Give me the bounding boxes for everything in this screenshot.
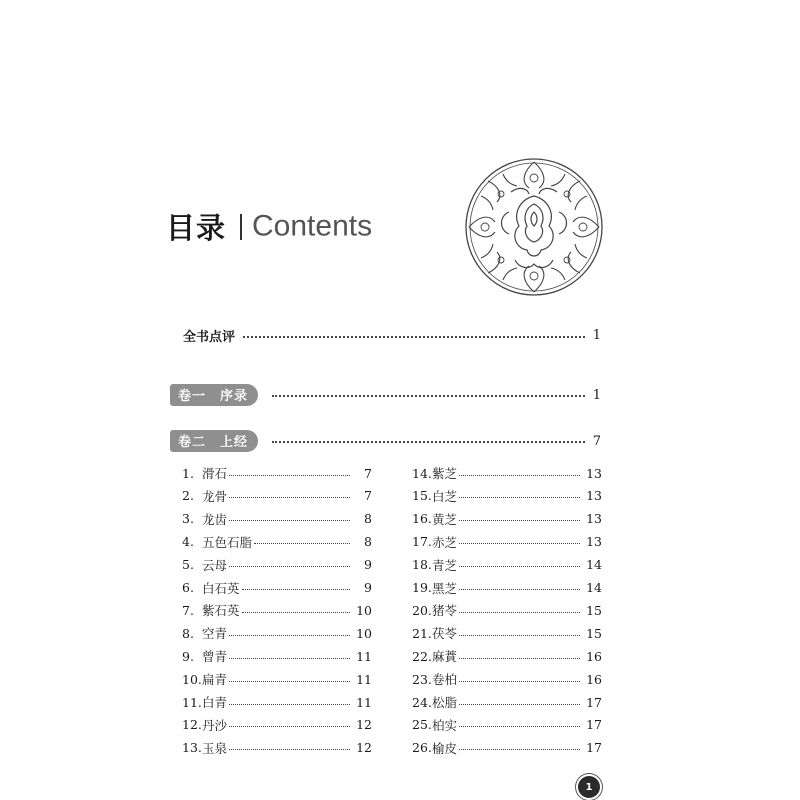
toc-entry[interactable]	[182, 508, 372, 530]
entry-name: 茯苓	[432, 626, 458, 642]
entry-number: 5.	[182, 557, 194, 573]
entry-number: 9.	[182, 648, 194, 664]
entry-name: 玉泉	[202, 740, 228, 756]
leader-dots	[254, 543, 350, 544]
leader-dots	[272, 441, 585, 443]
leader-dots	[459, 704, 580, 705]
leader-dots	[229, 475, 350, 476]
leader-dots	[459, 635, 580, 636]
entry-number: 14.	[412, 465, 432, 481]
entry-number: 16.	[412, 511, 432, 527]
toc-entry[interactable]	[182, 462, 372, 484]
entry-page: 17	[586, 717, 602, 733]
toc-entry[interactable]	[182, 599, 372, 621]
entry-page: 15	[586, 625, 602, 641]
toc-entry[interactable]	[182, 691, 372, 713]
entry-page: 13	[586, 534, 602, 550]
toc-volume-2[interactable]	[170, 430, 601, 452]
entry-page: 12	[356, 740, 372, 756]
entry-number: 19.	[412, 580, 432, 595]
toc-entry[interactable]	[182, 622, 372, 644]
entry-name: 丹沙	[202, 717, 228, 733]
leader-dots	[242, 612, 350, 613]
entry-name: 龙齿	[202, 511, 228, 527]
entry-name: 紫芝	[432, 466, 458, 481]
entry-name: 曾青	[202, 649, 228, 665]
leader-dots	[229, 566, 350, 567]
entry-page: 14	[586, 557, 602, 573]
page-title	[166, 206, 372, 250]
toc-volume-2-page: 7	[592, 433, 601, 449]
entry-name: 五色石脂	[202, 534, 253, 550]
entry-number: 3.	[182, 511, 194, 527]
entry-number: 12.	[182, 717, 202, 733]
toc-entry[interactable]	[412, 622, 602, 644]
entry-name: 赤芝	[432, 534, 458, 550]
leader-dots	[459, 612, 580, 613]
entry-page: 8	[364, 511, 372, 527]
leader-dots	[459, 589, 580, 590]
toc-entry[interactable]	[182, 485, 372, 507]
leader-dots	[272, 395, 585, 397]
leader-dots	[459, 543, 580, 544]
entry-page: 15	[586, 602, 602, 618]
title-chinese: 目录	[166, 211, 227, 245]
entry-number: 15.	[412, 488, 432, 504]
entry-name: 空青	[202, 626, 228, 642]
leader-dots	[243, 336, 585, 338]
entry-name: 白芝	[432, 488, 458, 504]
leader-dots	[229, 520, 350, 521]
leader-dots	[459, 566, 580, 567]
toc-entry[interactable]	[412, 485, 602, 507]
title-english: Contents	[252, 209, 373, 243]
volume-prefix: 卷一	[178, 389, 207, 404]
entry-number: 2.	[182, 488, 194, 504]
entry-page: 16	[586, 648, 602, 664]
entry-number: 13.	[182, 740, 202, 756]
entry-name: 青芝	[432, 557, 458, 573]
toc-overview[interactable]	[183, 326, 601, 345]
leader-dots	[459, 658, 580, 659]
floral-medallion-icon	[463, 156, 605, 298]
leader-dots	[229, 704, 350, 705]
entry-page: 14	[586, 580, 602, 595]
leader-dots	[459, 475, 580, 476]
entry-number: 17.	[412, 534, 432, 550]
toc-entry[interactable]	[412, 645, 602, 667]
toc-entry[interactable]	[182, 554, 372, 576]
toc-entry[interactable]	[182, 531, 372, 553]
entry-number: 18.	[412, 557, 432, 573]
entry-name: 扁青	[202, 672, 228, 688]
toc-entry[interactable]	[182, 668, 372, 690]
entry-name: 云母	[202, 557, 228, 573]
entry-page: 10	[356, 602, 372, 618]
entry-number: 8.	[182, 625, 194, 641]
entry-name: 黑芝	[432, 580, 458, 596]
leader-dots	[229, 681, 350, 682]
toc-entry[interactable]	[182, 577, 372, 599]
toc-volume-1[interactable]	[170, 384, 601, 406]
toc-entry[interactable]	[412, 508, 602, 530]
entry-page: 9	[364, 580, 372, 595]
entry-name: 柏实	[432, 717, 458, 733]
toc-entry[interactable]	[182, 714, 372, 736]
leader-dots	[229, 726, 350, 727]
entry-name: 滑石	[202, 466, 228, 481]
entry-number: 4.	[182, 534, 194, 550]
entry-page: 17	[586, 694, 602, 710]
toc-entry[interactable]	[412, 577, 602, 599]
entry-name: 松脂	[432, 695, 458, 710]
entry-page: 8	[364, 534, 372, 550]
toc-volume-1-page: 1	[592, 387, 601, 403]
entry-number: 25.	[412, 717, 432, 733]
toc-overview-label: 全书点评	[183, 330, 236, 345]
leader-dots	[459, 520, 580, 521]
leader-dots	[459, 497, 580, 498]
entry-page: 11	[356, 671, 372, 687]
entry-number: 26.	[412, 740, 432, 756]
volume-badge	[170, 384, 258, 406]
leader-dots	[242, 589, 350, 590]
entry-number: 20.	[412, 602, 432, 618]
toc-entry[interactable]	[412, 531, 602, 553]
toc-overview-page: 1	[592, 328, 601, 343]
toc-entry[interactable]	[412, 691, 602, 713]
leader-dots	[459, 726, 580, 727]
volume-name: 上经	[220, 435, 249, 450]
toc-entry[interactable]	[412, 554, 602, 576]
volume-badge	[170, 430, 258, 452]
entry-number: 11.	[182, 694, 202, 710]
entry-page: 13	[586, 465, 602, 481]
entry-name: 黄芝	[432, 511, 458, 527]
volume-prefix: 卷二	[178, 435, 207, 450]
volume-name: 序录	[220, 389, 249, 404]
page-number-badge: 1	[578, 776, 600, 798]
entry-page: 11	[356, 648, 372, 664]
entry-page: 11	[356, 694, 372, 710]
entry-page: 13	[586, 511, 602, 527]
entry-name: 卷柏	[432, 672, 458, 688]
leader-dots	[229, 497, 350, 498]
toc-entry[interactable]	[182, 645, 372, 667]
entry-page: 17	[586, 740, 602, 756]
entry-page: 7	[364, 488, 372, 504]
leader-dots	[459, 681, 580, 682]
leader-dots	[229, 658, 350, 659]
entry-number: 21.	[412, 625, 432, 641]
entry-number: 23.	[412, 671, 432, 687]
entry-page: 16	[586, 671, 602, 687]
entry-page: 9	[364, 557, 372, 573]
title-divider	[240, 214, 242, 240]
entry-name: 榆皮	[432, 740, 458, 756]
toc-entry[interactable]	[412, 599, 602, 621]
toc-entry[interactable]	[412, 668, 602, 690]
entry-number: 7.	[182, 602, 194, 618]
leader-dots	[229, 749, 350, 750]
entry-name: 麻蕡	[432, 649, 458, 665]
entry-number: 10.	[182, 671, 202, 687]
toc-entry[interactable]	[182, 737, 372, 759]
entry-name: 紫石英	[202, 603, 240, 619]
entry-number: 22.	[412, 648, 432, 664]
entry-page: 13	[586, 488, 602, 504]
entry-number: 1.	[182, 465, 194, 481]
entry-number: 24.	[412, 694, 432, 710]
entry-page: 12	[356, 717, 372, 733]
entry-number: 6.	[182, 580, 194, 595]
entry-name: 龙骨	[202, 488, 228, 504]
toc-entry[interactable]	[412, 737, 602, 759]
entry-name: 白青	[202, 695, 228, 710]
entry-name: 白石英	[202, 580, 240, 596]
entry-name: 猪苓	[432, 603, 458, 619]
entry-page: 10	[356, 625, 372, 641]
leader-dots	[459, 749, 580, 750]
toc-entry[interactable]	[412, 462, 602, 484]
toc-entry[interactable]	[412, 714, 602, 736]
leader-dots	[229, 635, 350, 636]
entry-page: 7	[364, 465, 372, 481]
